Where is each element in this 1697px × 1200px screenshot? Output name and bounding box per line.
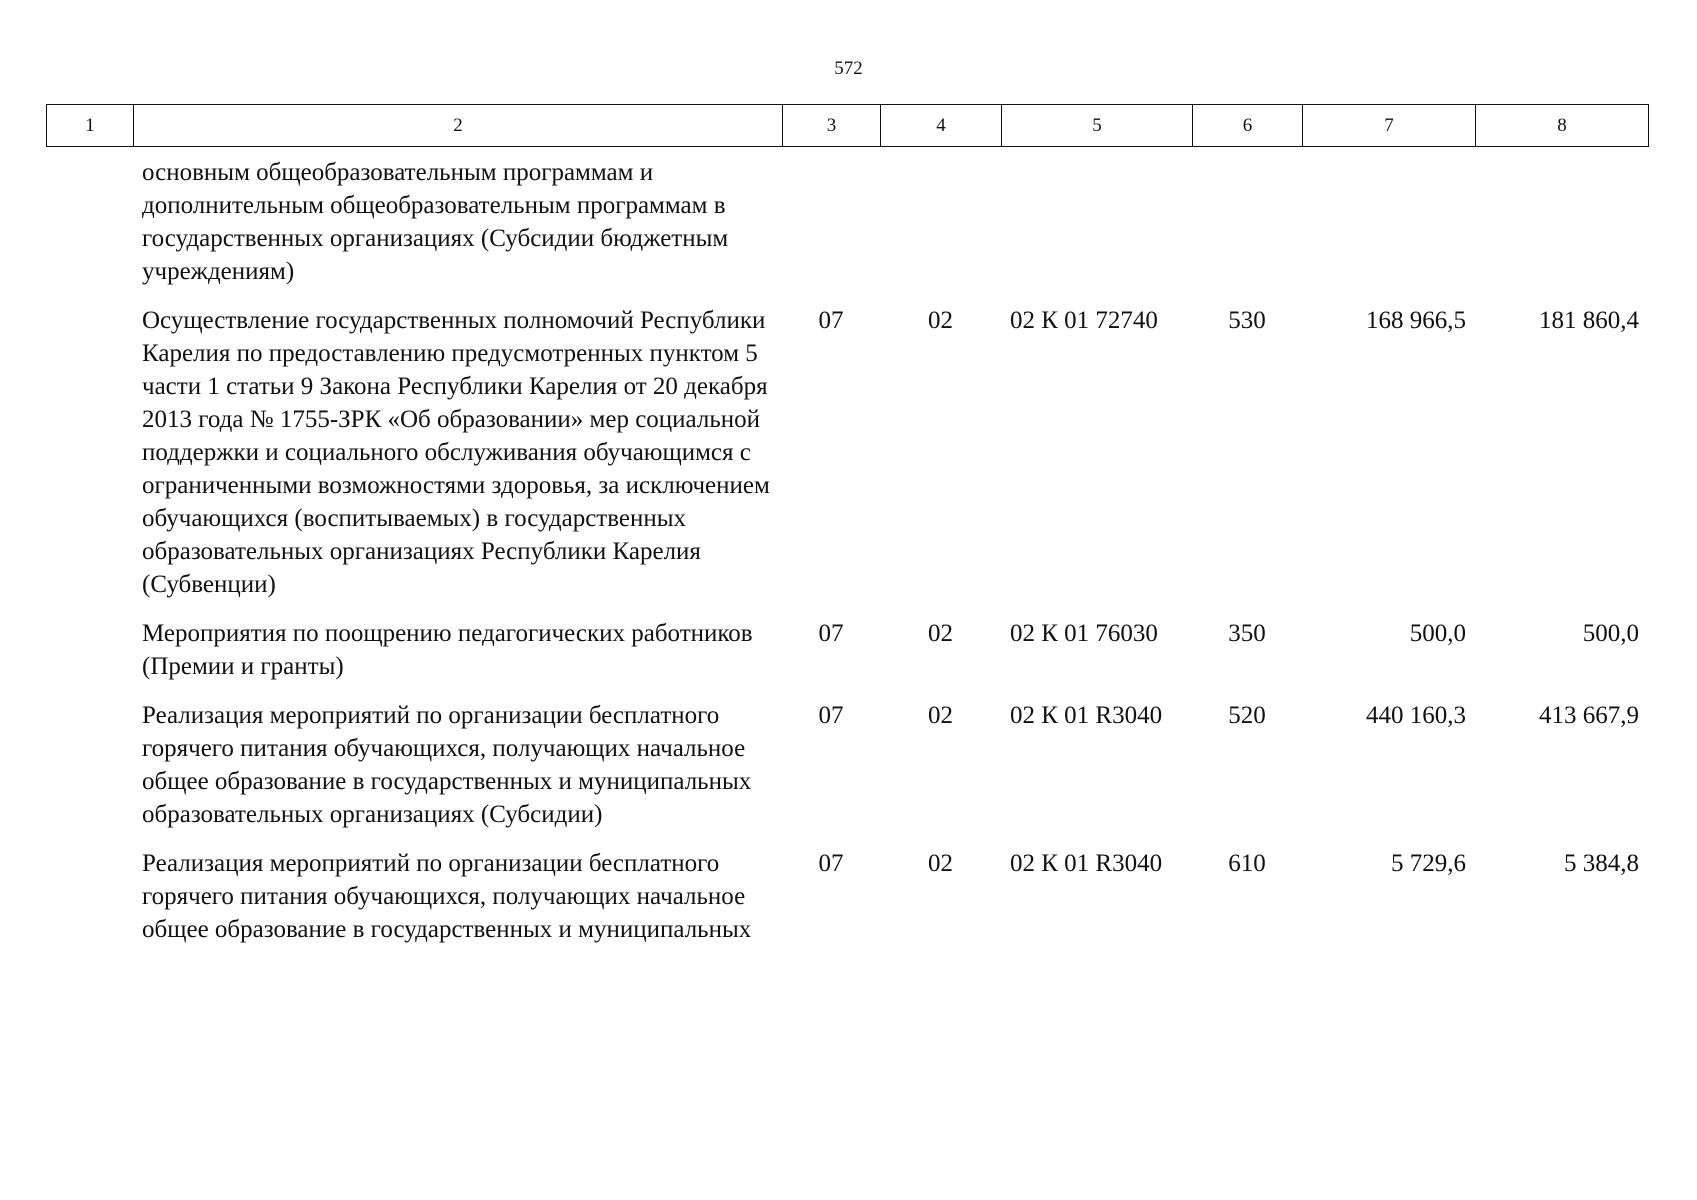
row-amount-8: 413 667,9 (1539, 702, 1639, 729)
table-body (46, 156, 1648, 962)
row-amount-7: 500,0 (1409, 620, 1466, 647)
row-expense-type: 520 (1228, 702, 1266, 729)
row-target-code (1001, 156, 1192, 304)
row-target-code: 02 К 01 R3040 (1010, 850, 1163, 877)
table-header (46, 104, 1649, 147)
header-col-3: 3 (783, 105, 881, 147)
row-description: основным общеобразовательным программам и дополнительным общеобразовательным программам в государственных организациях (Субсидии бюджетным учреждениям) (142, 159, 729, 285)
header-col-4: 4 (881, 105, 1002, 147)
table-row (46, 699, 1648, 847)
row-target-code: 02 К 01 72740 (1010, 307, 1158, 334)
header-col-1: 1 (47, 105, 134, 147)
cell-col-1 (46, 847, 133, 962)
row-section (782, 156, 880, 304)
header-col-5: 5 (1002, 105, 1193, 147)
row-amount-8 (1475, 156, 1648, 304)
row-description: Реализация мероприятий по организации бесплатного горячего питания обучающихся, получающих начальное общее образование в государственных и муниципальных (142, 850, 752, 943)
row-subsection: 02 (928, 702, 953, 729)
cell-col-1 (46, 699, 133, 847)
row-description: Мероприятия по поощрению педагогических работников (Премии и гранты) (142, 620, 753, 680)
table-row (46, 156, 1648, 304)
header-col-7: 7 (1303, 105, 1476, 147)
row-section: 07 (818, 850, 844, 877)
row-description: Реализация мероприятий по организации бесплатного горячего питания обучающихся, получающих начальное общее образование в государственных и муниципальных образовательных организациях (Субсидии) (142, 702, 752, 828)
row-subsection (880, 156, 1001, 304)
row-subsection: 02 (928, 307, 953, 334)
cell-col-1 (46, 617, 133, 699)
row-subsection: 02 (928, 620, 953, 647)
header-col-8: 8 (1476, 105, 1649, 147)
header-col-2: 2 (134, 105, 783, 147)
row-amount-8: 5 384,8 (1564, 850, 1639, 877)
header-col-6: 6 (1193, 105, 1303, 147)
row-expense-type: 350 (1228, 620, 1266, 647)
row-expense-type: 530 (1228, 307, 1266, 334)
row-amount-7: 440 160,3 (1366, 702, 1466, 729)
row-amount-8: 181 860,4 (1539, 307, 1639, 334)
row-section: 07 (818, 702, 844, 729)
row-target-code: 02 К 01 76030 (1010, 620, 1158, 647)
table-row (46, 304, 1648, 617)
row-subsection: 02 (928, 850, 953, 877)
row-amount-7: 5 729,6 (1391, 850, 1466, 877)
row-section: 07 (818, 307, 844, 334)
row-target-code: 02 К 01 R3040 (1010, 702, 1163, 729)
cell-col-1 (46, 156, 133, 304)
row-expense-type (1192, 156, 1302, 304)
row-section: 07 (818, 620, 844, 647)
cell-col-1 (46, 304, 133, 617)
row-amount-7 (1302, 156, 1475, 304)
row-expense-type: 610 (1228, 850, 1266, 877)
row-amount-7: 168 966,5 (1366, 307, 1466, 334)
header-row (47, 105, 1649, 147)
table-row (46, 617, 1648, 699)
row-amount-8: 500,0 (1582, 620, 1639, 647)
row-description: Осуществление государственных полномочий Республики Карелия по предоставлению предусмотренных пунктом 5 части 1 статьи 9 Закона Республики Карелия от 20 декабря 2013 года № 1755-ЗРК «Об образовании» мер социальной поддержки и социального обслуживания обучающимся с ограниченными возможностями здоровья, за исключением обучающихся (воспитываемых) в государственных образовательных организациях Республики Карелия (Субвенции) (142, 307, 770, 598)
table-row (46, 847, 1648, 962)
page-number: 572 (834, 58, 863, 79)
